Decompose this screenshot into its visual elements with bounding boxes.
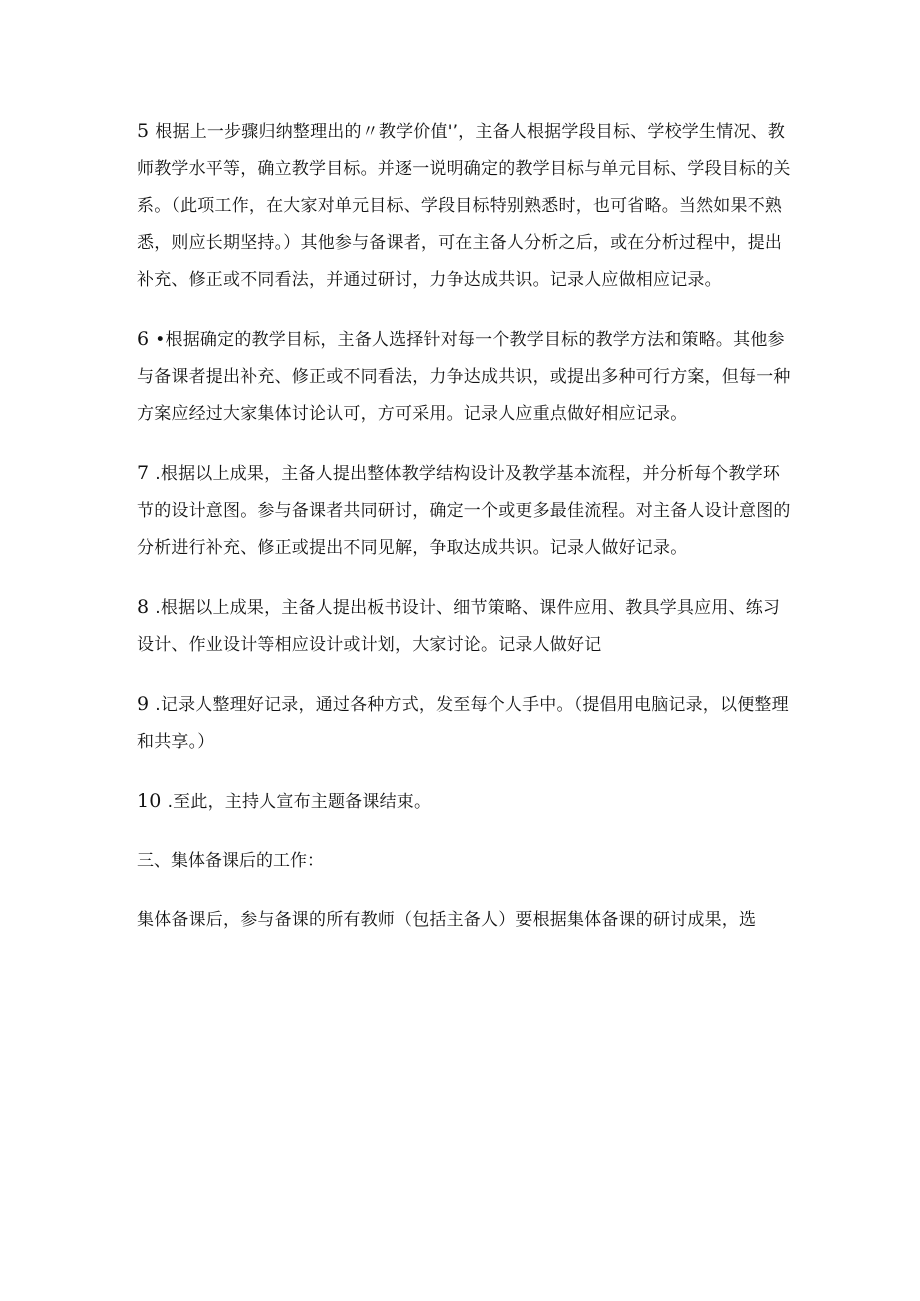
section-heading: 三、集体备课后的工作：: [137, 851, 324, 871]
paragraph-10: [137, 783, 797, 821]
paragraph-text: .至此，主持人宣布主题备课结束。: [167, 792, 432, 812]
paragraph-9: [137, 686, 797, 761]
paragraph-number: 9: [137, 693, 150, 715]
paragraph-text: .记录人整理好记录，通过各种方式，发至每个人手中。（提倡用电脑记录，以便整理和共享。）: [137, 695, 789, 752]
paragraph-number: 8: [137, 596, 150, 618]
paragraph-number: 10: [137, 790, 162, 812]
paragraph-number: 6: [137, 328, 150, 350]
paragraph-text: .根据以上成果，主备人提出整体教学结构设计及教学基本流程，并分析每个教学环节的设计意图。参与备课者共同研讨，确定一个或更多最佳流程。对主备人设计意图的分析进行补充、修正或提出不同见解，争取达成共识。记录人做好记录。: [137, 464, 791, 558]
closing-paragraph: 集体备课后，参与备课的所有教师（包括主备人）要根据集体备课的研讨成果，选: [137, 910, 757, 930]
paragraph-7: [137, 455, 797, 567]
document-page: [137, 113, 797, 939]
paragraph-number: 5: [137, 120, 150, 142]
paragraph-number: 7: [137, 462, 150, 484]
paragraph-text: •根据确定的教学目标，主备人选择针对每一个教学目标的教学方法和策略。其他参与备课者提出补充、修正或不同看法，力争达成共识，或提出多种可行方案，但每一种方案应经过大家集体讨论认可，方可采用。记录人应重点做好相应记录。: [137, 330, 791, 424]
paragraph-5: [137, 113, 797, 299]
paragraph-8: [137, 589, 797, 664]
paragraph-text: .根据以上成果，主备人提出板书设计、细节策略、课件应用、教具学具应用、练习设计、作业设计等相应设计或计划，大家讨论。记录人做好记: [137, 598, 781, 655]
paragraph-text: 根据上一步骤归纳整理出的〃教学价值'’，主备人根据学段目标、学校学生情况、教师教学水平等，确立教学目标。并逐一说明确定的教学目标与单元目标、学段目标的关系。（此项工作，在大家对单元目标、学段目标特别熟悉时，也可省略。当然如果不熟悉，则应长期坚持。）其他参与备课者，可在主备人分析之后，或在分析过程中，提出补充、修正或不同看法，并通过研讨，力争达成共识。记录人应做相应记录。: [137, 122, 791, 290]
paragraph-6: [137, 321, 797, 433]
